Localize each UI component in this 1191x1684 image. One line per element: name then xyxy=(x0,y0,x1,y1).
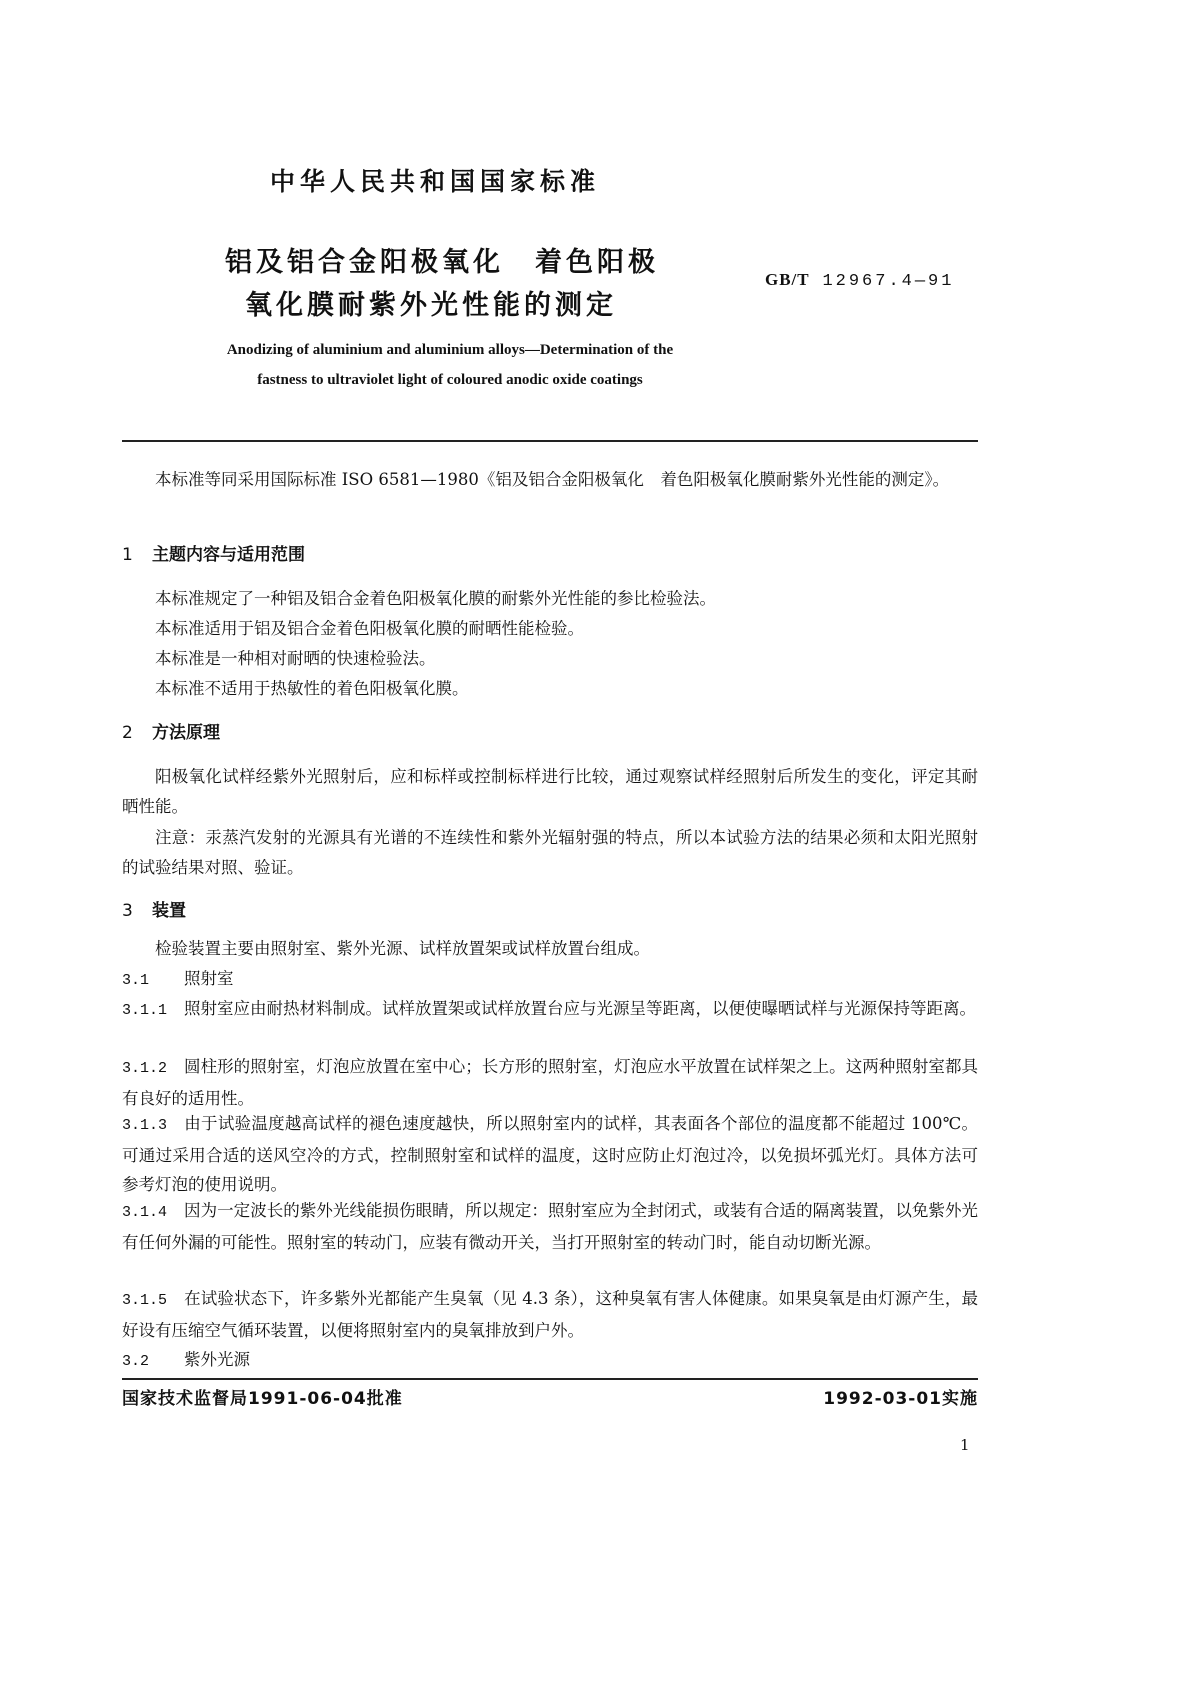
section-heading-3 xyxy=(122,896,186,921)
code-number: 12967.4—91 xyxy=(822,272,955,291)
subsection-number: 3.1.5 xyxy=(122,1292,168,1309)
section-3-intro: 检验装置主要由照射室、紫外光源、试样放置架或试样放置台组成。 xyxy=(155,939,650,958)
section-2-para: 阳极氧化试样经紫外光照射后，应和标样或控制标样进行比较，通过观察试样经照射后所发生的变化，评定其耐晒性能。 xyxy=(122,767,978,816)
title-line-2: 氧化膜耐紫外光性能的测定 xyxy=(245,290,617,321)
english-title-line-2: fastness to ultraviolet light of coloured anodic oxide coatings xyxy=(257,372,643,388)
subsection-number: 3.2 xyxy=(122,1353,150,1370)
section-1-para: 本标准适用于铝及铝合金着色阳极氧化膜的耐晒性能检验。 xyxy=(155,619,584,638)
subsection-text: 在试验状态下，许多紫外光都能产生臭氧（见 4.3 条），这种臭氧有害人体健康。如果臭氧是由灯源产生，最好设有压缩空气循环装置，以便将照射室内的臭氧排放到户外。 xyxy=(122,1289,978,1340)
subsection-3-1-5 xyxy=(122,1284,978,1345)
subsection-text: 圆柱形的照射室，灯泡应放置在室中心；长方形的照射室，灯泡应水平放置在试样架之上。这两种照射室都具有良好的适用性。 xyxy=(122,1057,978,1108)
subsection-3-1-2 xyxy=(122,1052,978,1113)
subsection-3-1 xyxy=(122,964,978,996)
subsection-number: 3.1.4 xyxy=(122,1204,168,1221)
section-heading-2 xyxy=(122,718,220,743)
standard-code xyxy=(765,270,954,291)
section-title: 主题内容与适用范围 xyxy=(152,545,305,565)
subsection-number: 3.1.3 xyxy=(122,1117,168,1134)
header-divider xyxy=(122,440,978,442)
subsection-text: 由于试验温度越高试样的褪色速度越快，所以照射室内的试样，其表面各个部位的温度都不能超过 100℃。可通过采用合适的送风空冷的方式，控制照射室和试样的温度，这时应防止灯泡过冷，以免损坏弧光灯。具体方法可参考灯泡的使用说明。 xyxy=(122,1114,978,1194)
subsection-number: 3.1.2 xyxy=(122,1060,168,1077)
section-title: 装置 xyxy=(152,901,186,921)
title-line-1: 铝及铝合金阳极氧化 着色阳极 xyxy=(225,247,659,278)
standard-type: 中华人民共和国国家标准 xyxy=(270,167,601,196)
implementation-date: 1992-03-01实施 xyxy=(823,1389,978,1409)
section-heading-1 xyxy=(122,540,305,565)
subsection-3-1-3 xyxy=(122,1109,978,1200)
code-prefix: GB/T xyxy=(765,270,810,289)
section-1-para: 本标准不适用于热敏性的着色阳极氧化膜。 xyxy=(155,679,469,698)
subsection-3-1-1 xyxy=(122,994,978,1026)
section-number: 3 xyxy=(122,901,133,921)
subsection-number: 3.1 xyxy=(122,972,150,989)
section-number: 2 xyxy=(122,723,133,743)
subsection-3-2 xyxy=(122,1345,978,1377)
section-title: 方法原理 xyxy=(152,723,220,743)
subsection-number: 3.1.1 xyxy=(122,1002,168,1019)
subsection-text: 紫外光源 xyxy=(184,1350,250,1369)
english-title-line-1: Anodizing of aluminium and aluminium alloys—Determination of the xyxy=(226,342,674,358)
section-number: 1 xyxy=(122,545,133,565)
section-2-para: 注意：汞蒸汽发射的光源具有光谱的不连续性和紫外光辐射强的特点，所以本试验方法的结果必须和太阳光照射的试验结果对照、验证。 xyxy=(122,828,978,877)
subsection-text: 因为一定波长的紫外光线能损伤眼睛，所以规定：照射室应为全封闭式，或装有合适的隔离装置，以免紫外光有任何外漏的可能性。照射室的转动门，应装有微动开关，当打开照射室的转动门时，能自动切断光源。 xyxy=(122,1201,978,1252)
approval-date: 国家技术监督局1991-06-04批准 xyxy=(122,1389,403,1409)
subsection-3-1-4 xyxy=(122,1196,978,1257)
section-1-para: 本标准规定了一种铝及铝合金着色阳极氧化膜的耐紫外光性能的参比检验法。 xyxy=(155,589,716,608)
page-number: 1 xyxy=(960,1436,970,1454)
subsection-text: 照射室应由耐热材料制成。试样放置架或试样放置台应与光源呈等距离，以便使曝晒试样与光源保持等距离。 xyxy=(184,999,976,1018)
section-1-para: 本标准是一种相对耐晒的快速检验法。 xyxy=(155,649,436,668)
footer-divider xyxy=(122,1378,978,1380)
foreword: 本标准等同采用国际标准 ISO 6581—1980《铝及铝合金阳极氧化 着色阳极氧化膜耐紫外光性能的测定》。 xyxy=(155,470,950,489)
subsection-text: 照射室 xyxy=(184,969,234,988)
